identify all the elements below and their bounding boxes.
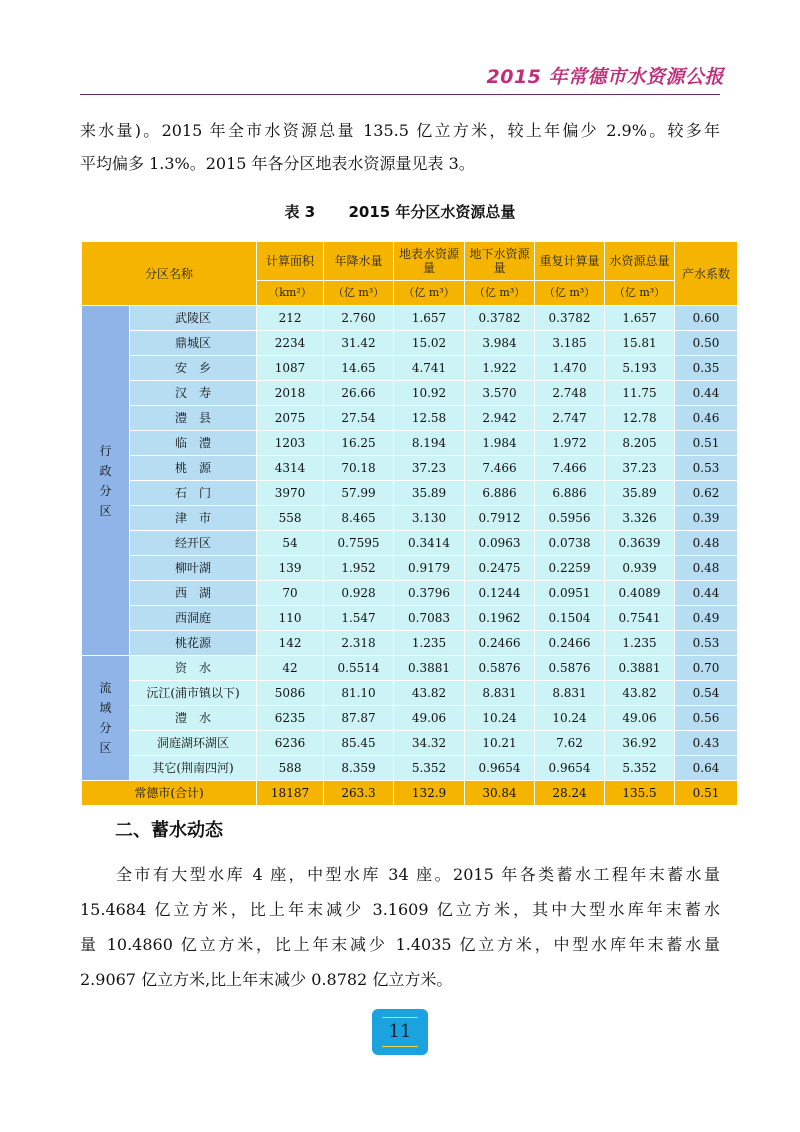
- total-cell: 0.3881: [605, 656, 675, 681]
- region-name-cell: 桃 源: [130, 456, 257, 481]
- table-row: [82, 756, 738, 781]
- overlap-cell: 7.466: [535, 456, 605, 481]
- total-cell: 1.657: [605, 306, 675, 331]
- coef-cell: 0.56: [675, 706, 738, 731]
- surface-cell: 10.92: [394, 381, 465, 406]
- page-number: 11: [388, 1021, 412, 1042]
- header-surface: 地表水资源量: [394, 242, 465, 281]
- precip-cell: 2.318: [324, 631, 394, 656]
- unit-surface: （亿 m³）: [394, 281, 465, 306]
- surface-cell: 1.657: [394, 306, 465, 331]
- coef-cell: 0.54: [675, 681, 738, 706]
- area-cell: 2075: [257, 406, 324, 431]
- table-row: [82, 606, 738, 631]
- unit-ground: （亿 m³）: [465, 281, 535, 306]
- region-name-cell: 津 市: [130, 506, 257, 531]
- precip-cell: 57.99: [324, 481, 394, 506]
- ground-cell: 0.1244: [465, 581, 535, 606]
- overlap-cell: 0.2259: [535, 556, 605, 581]
- region-name-cell: 鼎城区: [130, 331, 257, 356]
- water-resources-table: [81, 241, 738, 806]
- ground-cell: 8.831: [465, 681, 535, 706]
- surface-cell: 0.3414: [394, 531, 465, 556]
- header-divider: [80, 94, 720, 95]
- surface-cell: 8.194: [394, 431, 465, 456]
- unit-area: （km²）: [257, 281, 324, 306]
- ground-cell: 3.570: [465, 381, 535, 406]
- total-precip: 263.3: [324, 781, 394, 806]
- area-cell: 142: [257, 631, 324, 656]
- table-row: [82, 656, 738, 681]
- overlap-cell: 0.2466: [535, 631, 605, 656]
- region-name-cell: 澧 县: [130, 406, 257, 431]
- group-label: [82, 656, 130, 781]
- total-name: 常德市(合计): [82, 781, 257, 806]
- header-region-name: 分区名称: [82, 242, 257, 306]
- surface-cell: 3.130: [394, 506, 465, 531]
- total-cell: 35.89: [605, 481, 675, 506]
- table-row: [82, 506, 738, 531]
- overlap-cell: 0.1504: [535, 606, 605, 631]
- intro-paragraph: [80, 114, 720, 180]
- coef-cell: 0.51: [675, 431, 738, 456]
- area-cell: 139: [257, 556, 324, 581]
- table-row: [82, 406, 738, 431]
- total-cell: 0.3639: [605, 531, 675, 556]
- region-name-cell: 桃花源: [130, 631, 257, 656]
- precip-cell: 31.42: [324, 331, 394, 356]
- overlap-cell: 10.24: [535, 706, 605, 731]
- surface-cell: 34.32: [394, 731, 465, 756]
- precip-cell: 0.7595: [324, 531, 394, 556]
- total-cell: 3.326: [605, 506, 675, 531]
- precip-cell: 0.5514: [324, 656, 394, 681]
- intro-line: 来水量)。2015 年全市水资源总量 135.5 亿立方米，较上年偏少 2.9%。较多年: [80, 121, 720, 140]
- total-cell: 11.75: [605, 381, 675, 406]
- table-row: [82, 706, 738, 731]
- region-name-cell: 沅江(浦市镇以下): [130, 681, 257, 706]
- overlap-cell: 3.185: [535, 331, 605, 356]
- precip-cell: 70.18: [324, 456, 394, 481]
- header-precip: 年降水量: [324, 242, 394, 281]
- overlap-cell: 6.886: [535, 481, 605, 506]
- region-name-cell: 经开区: [130, 531, 257, 556]
- page-number-badge: [372, 1009, 428, 1055]
- admin-region-rows: [82, 306, 738, 656]
- area-cell: 2234: [257, 331, 324, 356]
- header-area: 计算面积: [257, 242, 324, 281]
- region-name-cell: 石 门: [130, 481, 257, 506]
- region-name-cell: 澧 水: [130, 706, 257, 731]
- precip-cell: 8.359: [324, 756, 394, 781]
- total-cell: 1.235: [605, 631, 675, 656]
- group-label: [82, 306, 130, 656]
- precip-cell: 26.66: [324, 381, 394, 406]
- table-row: [82, 431, 738, 456]
- region-name-cell: 其它(荆南四河): [130, 756, 257, 781]
- surface-cell: 0.7083: [394, 606, 465, 631]
- total-overlap: 28.24: [535, 781, 605, 806]
- table-header-row: [82, 242, 738, 281]
- area-cell: 558: [257, 506, 324, 531]
- storage-line: 量 10.4860 亿立方米，比上年末减少 1.4035 亿立方米，中型水库年末蓄水量: [80, 935, 720, 954]
- unit-total: （亿 m³）: [605, 281, 675, 306]
- table-row: [82, 631, 738, 656]
- surface-cell: 0.3796: [394, 581, 465, 606]
- ground-cell: 0.5876: [465, 656, 535, 681]
- coef-cell: 0.64: [675, 756, 738, 781]
- region-name-cell: 安 乡: [130, 356, 257, 381]
- area-cell: 3970: [257, 481, 324, 506]
- ground-cell: 0.7912: [465, 506, 535, 531]
- surface-cell: 12.58: [394, 406, 465, 431]
- coef-cell: 0.46: [675, 406, 738, 431]
- ground-cell: 0.0963: [465, 531, 535, 556]
- coef-cell: 0.49: [675, 606, 738, 631]
- region-name-cell: 武陵区: [130, 306, 257, 331]
- area-cell: 5086: [257, 681, 324, 706]
- table-row: [82, 456, 738, 481]
- total-cell: 15.81: [605, 331, 675, 356]
- coef-cell: 0.53: [675, 456, 738, 481]
- precip-cell: 81.10: [324, 681, 394, 706]
- surface-cell: 0.9179: [394, 556, 465, 581]
- overlap-cell: 0.5956: [535, 506, 605, 531]
- surface-cell: 37.23: [394, 456, 465, 481]
- surface-cell: 15.02: [394, 331, 465, 356]
- badge-bottom-rule: [382, 1046, 418, 1047]
- total-area: 18187: [257, 781, 324, 806]
- overlap-cell: 2.747: [535, 406, 605, 431]
- overlap-cell: 0.0951: [535, 581, 605, 606]
- group-label-text: 流域分区: [99, 681, 112, 755]
- overlap-cell: 1.470: [535, 356, 605, 381]
- table-number: 表 3: [284, 203, 316, 221]
- ground-cell: 1.984: [465, 431, 535, 456]
- ground-cell: 0.2475: [465, 556, 535, 581]
- coef-cell: 0.60: [675, 306, 738, 331]
- document-header-title: 2015 年常德市水资源公报: [486, 66, 724, 88]
- total-cell: 37.23: [605, 456, 675, 481]
- unit-overlap: （亿 m³）: [535, 281, 605, 306]
- storage-line: 15.4684 亿立方米，比上年末减少 3.1609 亿立方米，其中大型水库年末蓄水: [80, 900, 720, 919]
- ground-cell: 2.942: [465, 406, 535, 431]
- total-cell: 43.82: [605, 681, 675, 706]
- section-heading: 二、蓄水动态: [115, 820, 223, 841]
- precip-cell: 14.65: [324, 356, 394, 381]
- ground-cell: 1.922: [465, 356, 535, 381]
- area-cell: 110: [257, 606, 324, 631]
- area-cell: 6236: [257, 731, 324, 756]
- total-total: 135.5: [605, 781, 675, 806]
- total-cell: 0.4089: [605, 581, 675, 606]
- overlap-cell: 7.62: [535, 731, 605, 756]
- ground-cell: 0.2466: [465, 631, 535, 656]
- precip-cell: 2.760: [324, 306, 394, 331]
- coef-cell: 0.50: [675, 331, 738, 356]
- header-ground: 地下水资源量: [465, 242, 535, 281]
- total-cell: 12.78: [605, 406, 675, 431]
- ground-cell: 0.9654: [465, 756, 535, 781]
- coef-cell: 0.53: [675, 631, 738, 656]
- header-coef: 产水系数: [675, 242, 738, 306]
- total-cell: 36.92: [605, 731, 675, 756]
- table-row: [82, 556, 738, 581]
- total-ground: 30.84: [465, 781, 535, 806]
- coef-cell: 0.43: [675, 731, 738, 756]
- table-caption: [0, 201, 800, 222]
- precip-cell: 1.952: [324, 556, 394, 581]
- region-name-cell: 西洞庭: [130, 606, 257, 631]
- ground-cell: 0.1962: [465, 606, 535, 631]
- precip-cell: 87.87: [324, 706, 394, 731]
- ground-cell: 0.3782: [465, 306, 535, 331]
- group-label-text: 行政分区: [99, 443, 112, 518]
- overlap-cell: 8.831: [535, 681, 605, 706]
- table-row: [82, 481, 738, 506]
- total-cell: 0.939: [605, 556, 675, 581]
- ground-cell: 6.886: [465, 481, 535, 506]
- surface-cell: 4.741: [394, 356, 465, 381]
- area-cell: 212: [257, 306, 324, 331]
- surface-cell: 1.235: [394, 631, 465, 656]
- ground-cell: 7.466: [465, 456, 535, 481]
- coef-cell: 0.62: [675, 481, 738, 506]
- table-row: [82, 731, 738, 756]
- area-cell: 4314: [257, 456, 324, 481]
- surface-cell: 0.3881: [394, 656, 465, 681]
- table-row: [82, 381, 738, 406]
- area-cell: 70: [257, 581, 324, 606]
- precip-cell: 85.45: [324, 731, 394, 756]
- table-row: [82, 681, 738, 706]
- overlap-cell: 0.3782: [535, 306, 605, 331]
- surface-cell: 35.89: [394, 481, 465, 506]
- badge-top-rule: [382, 1017, 418, 1018]
- basin-region-rows: [82, 656, 738, 781]
- unit-precip: （亿 m³）: [324, 281, 394, 306]
- table-row: [82, 531, 738, 556]
- precip-cell: 0.928: [324, 581, 394, 606]
- total-cell: 5.352: [605, 756, 675, 781]
- coef-cell: 0.44: [675, 581, 738, 606]
- coef-cell: 0.48: [675, 556, 738, 581]
- region-name-cell: 汉 寿: [130, 381, 257, 406]
- intro-line: 平均偏多 1.3%。2015 年各分区地表水资源量见表 3。: [80, 154, 475, 173]
- surface-cell: 43.82: [394, 681, 465, 706]
- header-overlap: 重复计算量: [535, 242, 605, 281]
- area-cell: 2018: [257, 381, 324, 406]
- area-cell: 42: [257, 656, 324, 681]
- total-cell: 49.06: [605, 706, 675, 731]
- area-cell: 1203: [257, 431, 324, 456]
- total-cell: 8.205: [605, 431, 675, 456]
- area-cell: 6235: [257, 706, 324, 731]
- overlap-cell: 1.972: [535, 431, 605, 456]
- total-coef: 0.51: [675, 781, 738, 806]
- total-cell: 0.7541: [605, 606, 675, 631]
- region-name-cell: 柳叶湖: [130, 556, 257, 581]
- total-cell: 5.193: [605, 356, 675, 381]
- surface-cell: 49.06: [394, 706, 465, 731]
- storage-line: 2.9067 亿立方米,比上年末减少 0.8782 亿立方米。: [80, 970, 453, 989]
- overlap-cell: 0.0738: [535, 531, 605, 556]
- ground-cell: 10.24: [465, 706, 535, 731]
- table-row: [82, 581, 738, 606]
- storage-paragraph: [80, 857, 720, 997]
- table-row: [82, 331, 738, 356]
- header-total: 水资源总量: [605, 242, 675, 281]
- ground-cell: 10.21: [465, 731, 535, 756]
- area-cell: 588: [257, 756, 324, 781]
- area-cell: 54: [257, 531, 324, 556]
- overlap-cell: 2.748: [535, 381, 605, 406]
- area-cell: 1087: [257, 356, 324, 381]
- table-row: [82, 356, 738, 381]
- region-name-cell: 临 澧: [130, 431, 257, 456]
- coef-cell: 0.44: [675, 381, 738, 406]
- overlap-cell: 0.5876: [535, 656, 605, 681]
- storage-line: 全市有大型水库 4 座，中型水库 34 座。2015 年各类蓄水工程年末蓄水量: [116, 865, 720, 884]
- total-surface: 132.9: [394, 781, 465, 806]
- table-row: [82, 306, 738, 331]
- precip-cell: 27.54: [324, 406, 394, 431]
- ground-cell: 3.984: [465, 331, 535, 356]
- total-row: [82, 781, 738, 806]
- coef-cell: 0.39: [675, 506, 738, 531]
- region-name-cell: 洞庭湖环湖区: [130, 731, 257, 756]
- region-name-cell: 资 水: [130, 656, 257, 681]
- region-name-cell: 西 湖: [130, 581, 257, 606]
- precip-cell: 16.25: [324, 431, 394, 456]
- table-title: 2015 年分区水资源总量: [348, 203, 516, 221]
- coef-cell: 0.70: [675, 656, 738, 681]
- precip-cell: 8.465: [324, 506, 394, 531]
- precip-cell: 1.547: [324, 606, 394, 631]
- coef-cell: 0.35: [675, 356, 738, 381]
- surface-cell: 5.352: [394, 756, 465, 781]
- overlap-cell: 0.9654: [535, 756, 605, 781]
- coef-cell: 0.48: [675, 531, 738, 556]
